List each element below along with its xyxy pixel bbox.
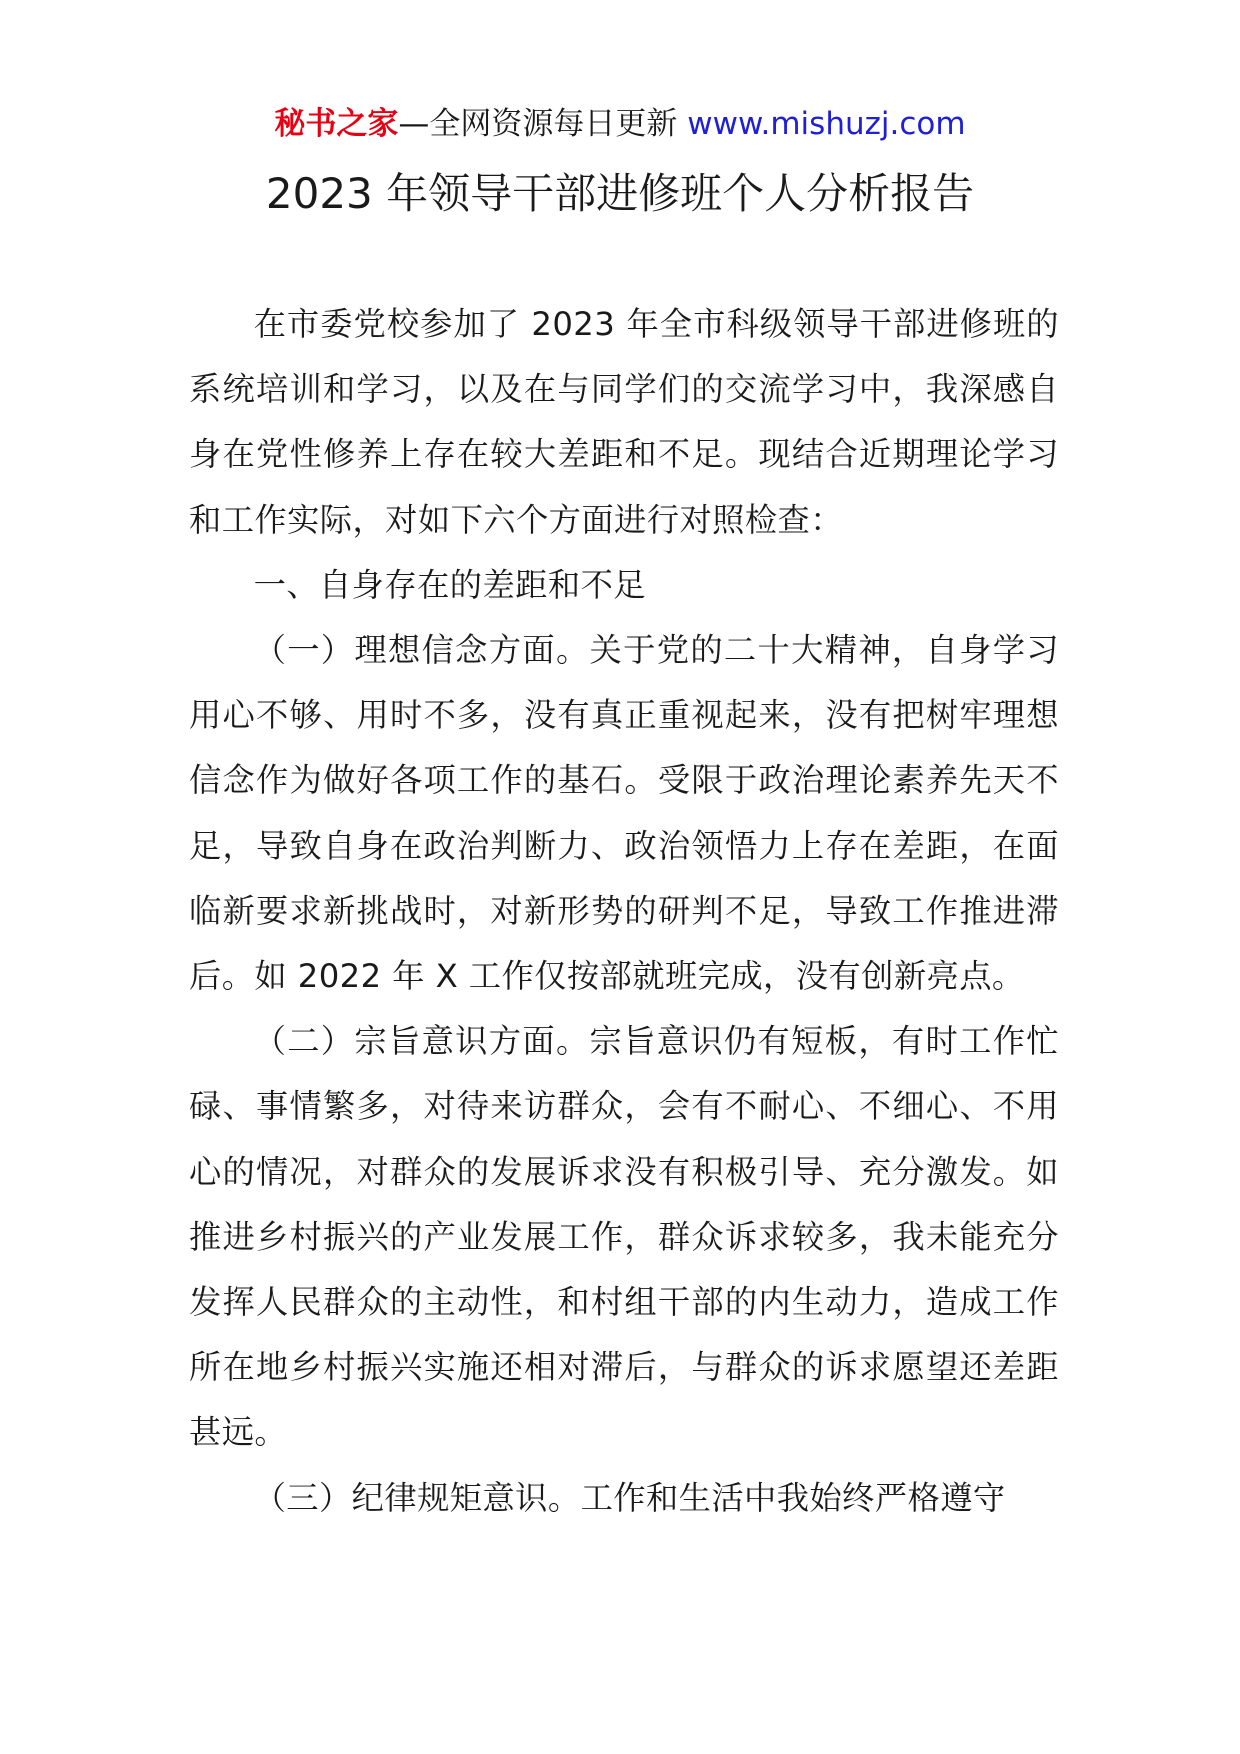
paragraph-intro: 在市委党校参加了 2023 年全市科级领导干部进修班的系统培训和学习，以及在与同学们的交流学习中，我深感自身在党性修养上存在较大差距和不足。现结合近期理论学习和工作实际，对如下六个方面进行对照检查： bbox=[189, 305, 1059, 539]
document-title: 2023 年领导干部进修班个人分析报告 bbox=[265, 169, 975, 218]
site-url-link[interactable]: www.mishuzj.com bbox=[687, 106, 966, 142]
brand-name: 秘书之家 bbox=[274, 106, 399, 142]
paragraph-purpose: （二）宗旨意识方面。宗旨意识仍有短板，有时工作忙碌、事情繁多，对待来访群众，会有不耐心、不细心、不用心的情况，对群众的发展诉求没有积极引导、充分激发。如推进乡村振兴的产业发展工作，群众诉求较多，我未能充分发挥人民群众的主动性，和村组干部的内生动力，造成工作所在地乡村振兴实施还相对滞后，与群众的诉求愿望还差距甚远。 bbox=[189, 1022, 1059, 1452]
document-body bbox=[189, 292, 1059, 1531]
site-tagline: —全网资源每日更新 bbox=[398, 106, 678, 142]
section-heading-1: 一、自身存在的差距和不足 bbox=[253, 565, 646, 604]
paragraph-discipline: （三）纪律规矩意识。工作和生活中我始终严格遵守 bbox=[253, 1478, 1006, 1517]
paragraph-ideals: （一）理想信念方面。关于党的二十大精神，自身学习用心不够、用时不多，没有真正重视起来，没有把树牢理想信念作为做好各项工作的基石。受限于政治理论素养先天不足，导致自身在政治判断力、政治领悟力上存在差距，在面临新要求新挑战时，对新形势的研判不足，导致工作推进滞后。如 2022 年 X 工作仅按部就班完成，没有创新亮点。 bbox=[189, 631, 1059, 996]
site-header bbox=[0, 100, 1240, 148]
